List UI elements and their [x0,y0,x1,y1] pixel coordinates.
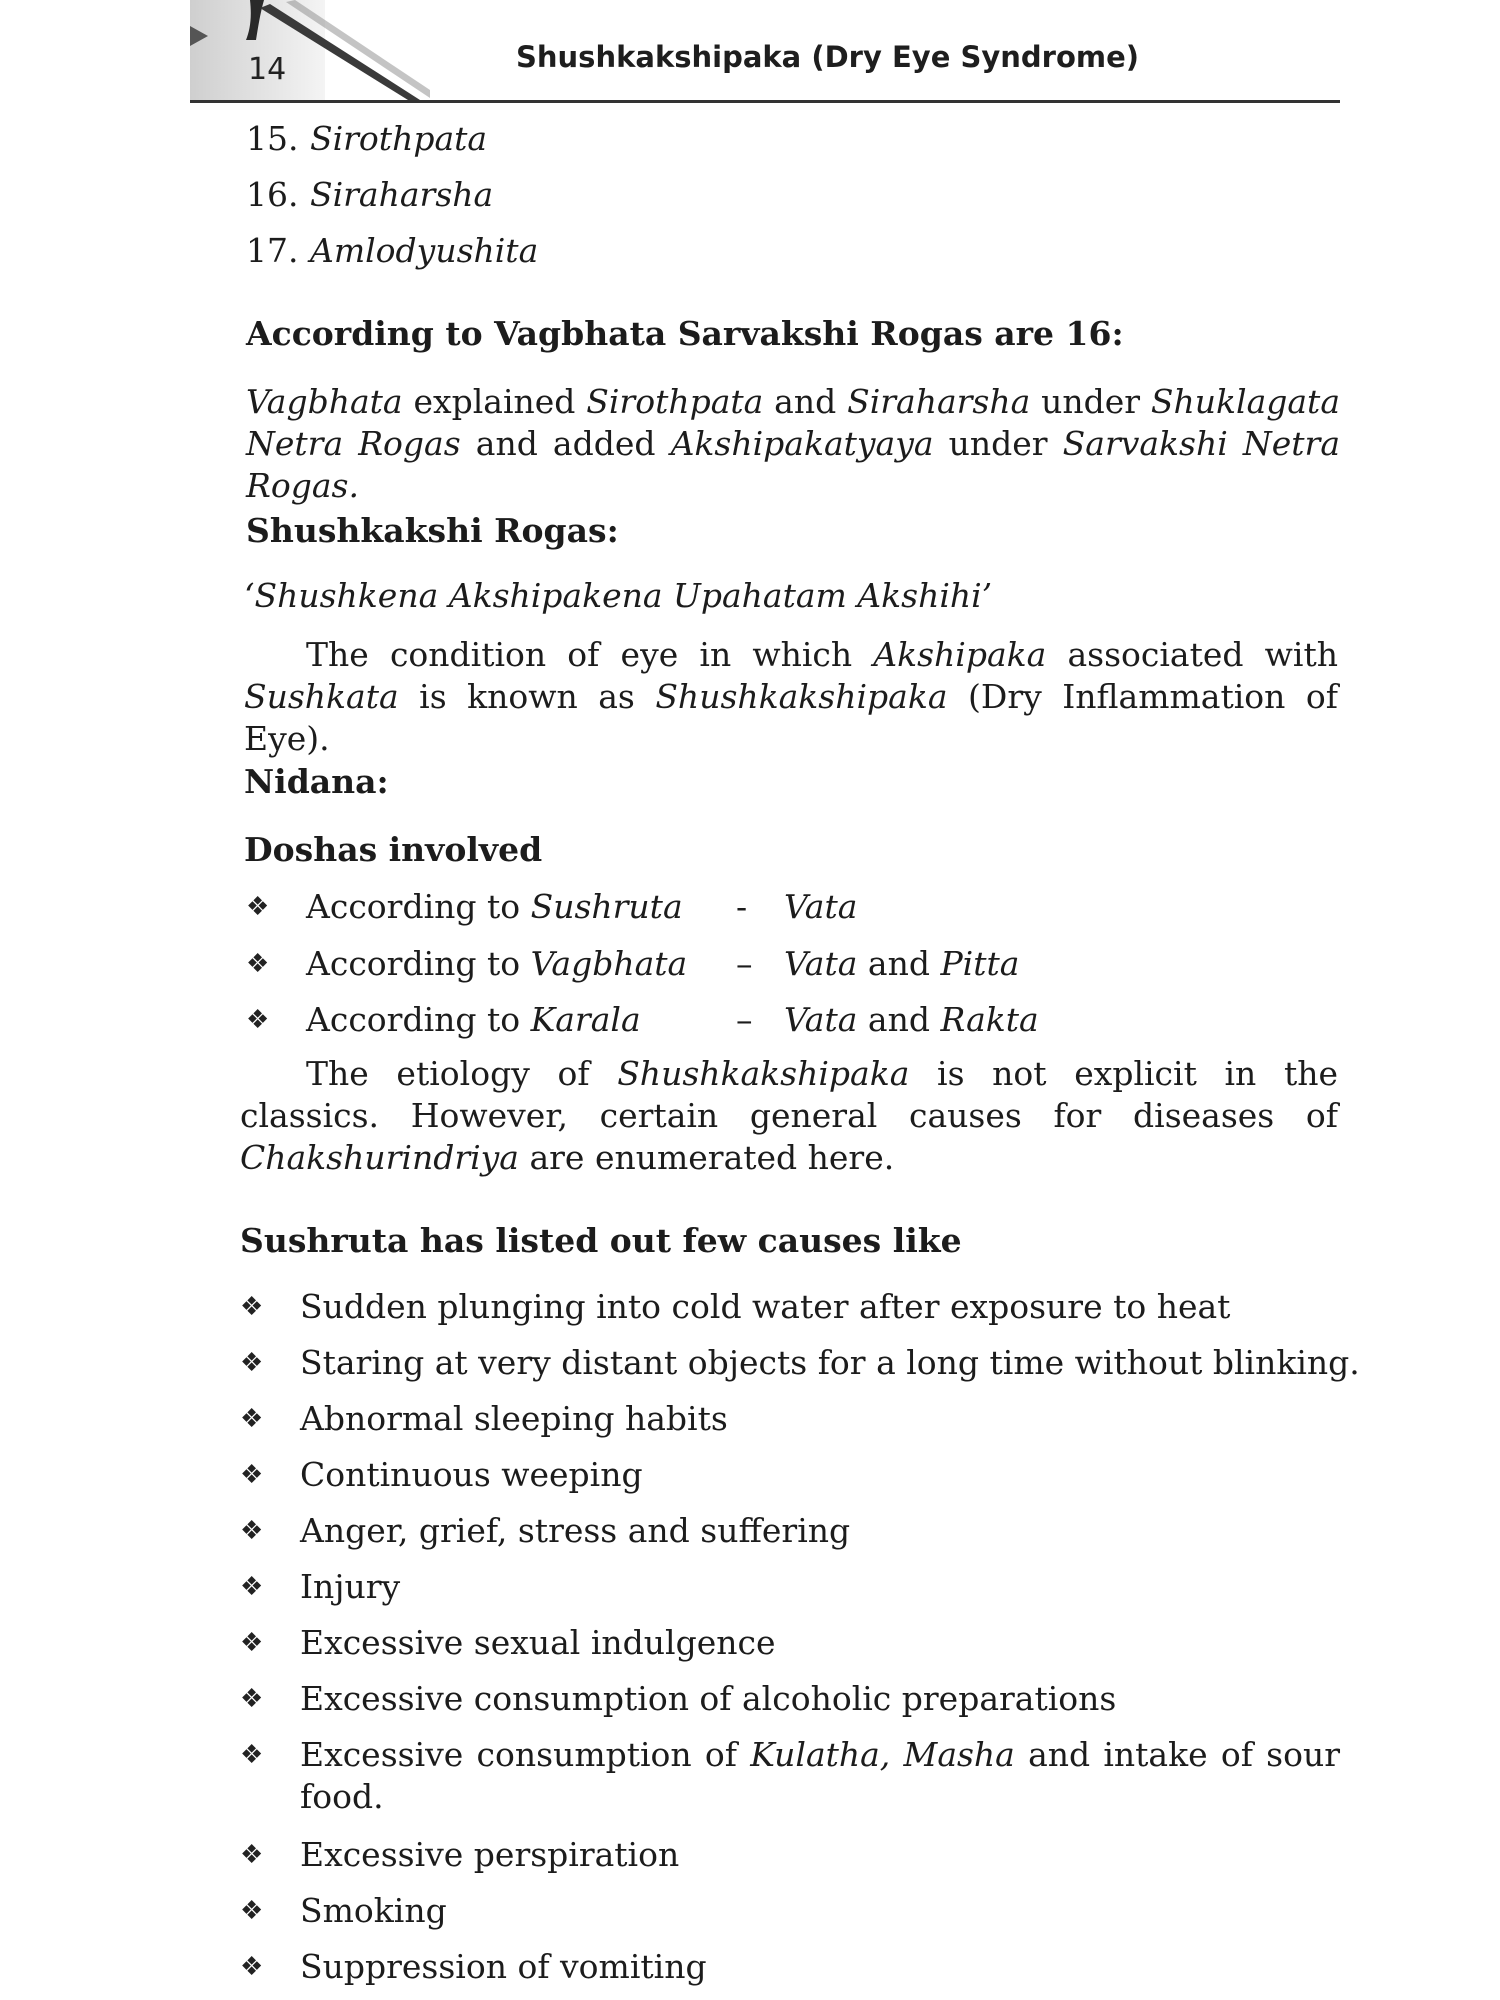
text-run: (Dry Inflammation of Eye). [244,677,1338,758]
list-text: Siraharsha [310,175,494,214]
italic-term: Akshipakatyaya [670,424,934,463]
list-number: 15. [246,119,299,158]
text-run: Injury [300,1567,401,1606]
cause-text [300,1946,707,1988]
list-number: 16. [246,175,299,214]
dosha-dash: - [736,887,748,926]
dosha-source: According to Karala [306,1000,641,1039]
italic-term: Vagbhata [246,382,403,421]
text-run: Continuous weeping [300,1455,643,1494]
italic-term: Siraharsha [847,382,1031,421]
dosha-item [246,999,1146,1041]
text-run [890,1735,903,1774]
text-run: and intake of sour food. [300,1735,1340,1816]
sanskrit-quote: ‘Shushkena Akshipakena Upahatam Akshihi’ [244,576,993,615]
bullet-icon: ❖ [240,1404,264,1434]
text-run: Staring at very distant objects for a long time without blinking. [300,1343,1360,1382]
cause-text [300,1286,1230,1328]
italic-term: Vata [784,1000,858,1039]
text-run: under [933,424,1063,463]
bullet-icon: ❖ [240,1684,264,1714]
cause-text [300,1734,1340,1818]
italic-term: Masha [903,1735,1015,1774]
cause-text [300,1622,776,1664]
italic-term: Sirothpata [586,382,764,421]
dosha-source: According to Sushruta [306,887,683,926]
italic-term: Vata [784,887,858,926]
bullet-icon: ❖ [240,1840,264,1870]
text-run: are enumerated here. [518,1138,895,1177]
italic-term: Chakshurindriya [240,1138,519,1177]
text-run: and added [460,424,671,463]
header-divider [190,100,1340,103]
section-heading-causes: Sushruta has listed out few causes like [240,1221,962,1260]
italic-term: Sushkata [244,677,399,716]
dosha-value [784,999,1039,1041]
text-run: Excessive perspiration [300,1835,680,1874]
cause-text [300,1342,1360,1384]
page-number: 14 [248,52,287,87]
subheading-doshas-involved: Doshas involved [244,830,543,869]
cause-text [300,1398,728,1440]
text-run: Anger, grief, stress and suffering [300,1511,851,1550]
dosha-dash: – [736,1000,753,1039]
text-run: and [857,1000,941,1039]
text-run: The etiology of [306,1054,618,1093]
text-run: is known as [398,677,656,716]
text-run: Excessive consumption of alcoholic preparations [300,1679,1117,1718]
text-run: Smoking [300,1891,447,1930]
dosha-dash: – [736,944,753,983]
list-text: Amlodyushita [310,231,539,270]
text-run: Abnormal sleeping habits [300,1399,728,1438]
bullet-icon: ❖ [240,1460,264,1490]
bullet-icon: ❖ [246,1005,270,1035]
corner-decoration-graphic [190,0,430,104]
text-run: Excessive consumption of [300,1735,751,1774]
bullet-icon: ❖ [246,892,270,922]
cause-text [300,1890,447,1932]
text-run: Sudden plunging into cold water after exposure to heat [300,1287,1231,1326]
section-heading-shushkakshi: Shushkakshi Rogas: [246,511,619,550]
text-run: is not explicit in the classics. However, certain general causes for diseases of [240,1054,1338,1135]
bullet-icon: ❖ [240,1628,264,1658]
italic-term: Pitta [940,944,1020,983]
list-number: 17. [246,231,299,270]
bullet-icon: ❖ [240,1740,264,1770]
cause-text [300,1454,643,1496]
section-heading-nidana: Nidana: [244,762,389,801]
bullet-icon: ❖ [240,1348,264,1378]
italic-term: Rakta [940,1000,1039,1039]
paragraph-vagbhata [246,381,1340,507]
italic-term: Vata [784,944,858,983]
running-header-title: Shushkakshipaka (Dry Eye Syndrome) [516,40,1140,74]
italic-term: Sarvakshi Netra Rogas. [246,424,1340,505]
italic-term: Shushkakshipaka [655,677,948,716]
dosha-value [784,886,857,928]
bullet-icon: ❖ [240,1896,264,1926]
paragraph-shushkakshi [244,634,1338,760]
text-run: Suppression of vomiting [300,1947,707,1986]
cause-text [300,1834,679,1876]
bullet-icon: ❖ [240,1516,264,1546]
list-text: Sirothpata [310,119,488,158]
italic-term: Shuklagata Netra Rogas [246,382,1340,463]
text-run: Excessive sexual indulgence [300,1623,776,1662]
text-run: and [763,382,848,421]
bullet-icon: ❖ [246,949,270,979]
cause-text [300,1566,400,1608]
paragraph-etiology [240,1053,1338,1179]
dosha-source: According to Vagbhata [306,944,688,983]
cause-text [300,1510,850,1552]
dosha-value [784,943,1019,985]
text-run: The condition of eye in which [306,635,874,674]
italic-term: Shushkakshipaka [617,1054,910,1093]
list-item [246,230,538,272]
italic-term: Kulatha, [750,1735,891,1774]
dosha-item [246,943,1146,985]
dosha-item [246,886,1146,928]
list-item [246,118,487,160]
bullet-icon: ❖ [240,1572,264,1602]
text-run: and [857,944,941,983]
italic-term: Akshipaka [873,635,1047,674]
cause-text [300,1678,1116,1720]
list-item [246,174,493,216]
text-run: associated with [1046,635,1338,674]
section-heading-vagbhata: According to Vagbhata Sarvakshi Rogas are 16: [246,314,1124,353]
text-run: explained [402,382,587,421]
bullet-icon: ❖ [240,1292,264,1322]
bullet-icon: ❖ [240,1952,264,1982]
text-run: under [1030,382,1151,421]
